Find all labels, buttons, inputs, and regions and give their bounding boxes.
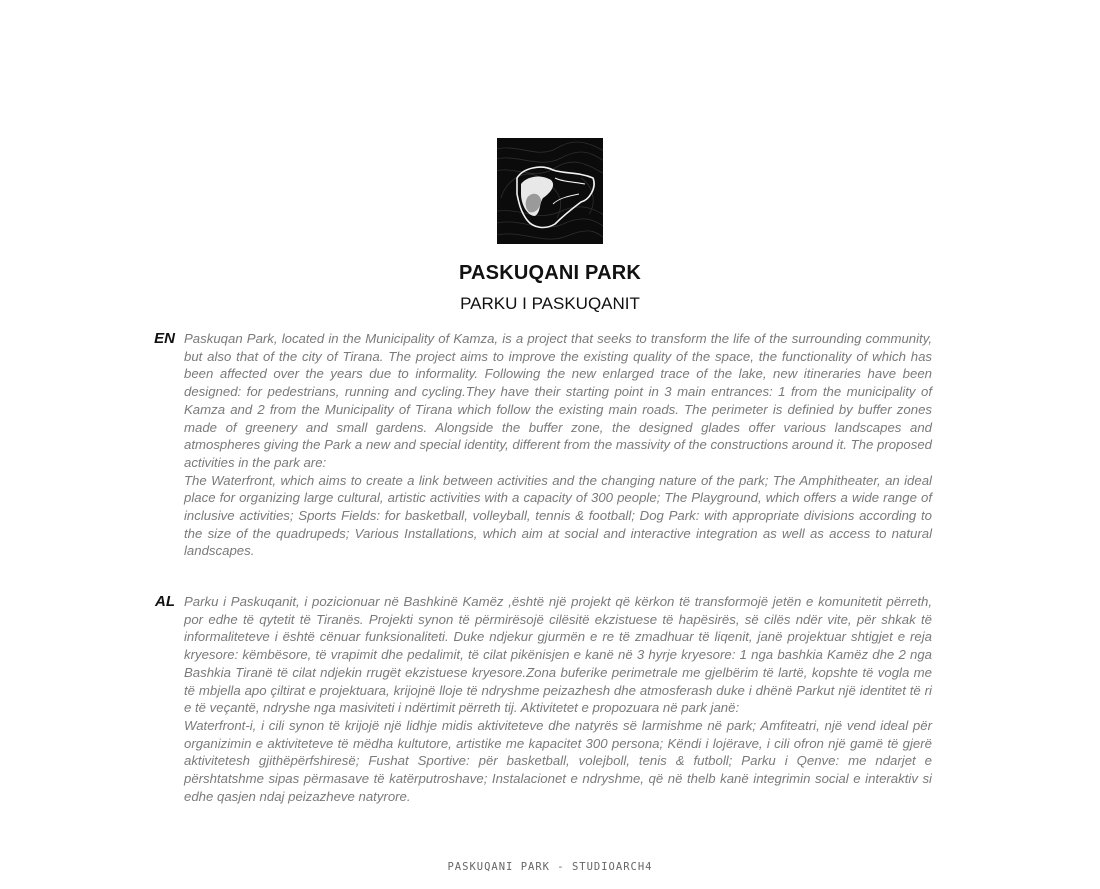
english-paragraph-2: The Waterfront, which aims to create a link between activities and the changing nature of the park; The Amphitheater, an ideal place for organizing large cultural, artistic activities with a capacity of 300 people; The Playground, which offers a wide range of inclusive activities; Sports Fields: for basketball, volleyball, tennis & football; Dog Park: with appropriate divisions according to the size of the quadrupeds; Various Installations, which aim at social and interactive integration as well as access to natural landscapes. — [184, 472, 932, 559]
page-title: PASKUQANI PARK — [458, 262, 642, 284]
page-footer: PASKUQANI PARK - STUDIOARCH4 — [447, 861, 653, 873]
page-subtitle: PARKU I PASKUQANIT — [460, 294, 640, 313]
albanian-description — [184, 593, 932, 805]
albanian-paragraph-2: Waterfront-i, i cili synon të krijojë një lidhje midis aktiviteteve dhe natyrës së larmishme në park; Amfiteatri, një vend ideal për organizimin e aktiviteteve të mëdha kultutore, artistike me kapacitet 300 persona; Këndi i lojërave, i cili ofron një gamë të gjerë aktivitetesh gjithëpërfshiresë; Fushat Sportive: për basketball, volejboll, tenis & futboll; Parku i Qenve: me ndarjet e përshtatshme sipas përmasave të katërputroshave; Instalacionet e ndryshme, që në thelb kanë integrimin social e interaktiv si edhe qasjen ndaj peizazheve natyrore. — [184, 717, 932, 804]
language-label-en: EN — [154, 330, 175, 347]
english-paragraph-1: Paskuqan Park, located in the Municipality of Kamza, is a project that seeks to transform the life of the surrounding community, but also that of the city of Tirana. The project aims to improve the existing quality of the space, the functionality of which has been affected over the years due to informality. Following the new enlarged trace of the lake, new itineraries have been designed: for pedestrians, running and cycling.They have their starting point in 3 main entrances: 1 from the municipality of Kamza and 2 from the Municipality of Tirana which follow the existing main roads. The perimeter is definied by buffer zones made of greenery and small gardens. Alongside the buffer zone, the designed glades offer various landscapes and atmospheres giving the Park a new and special identity, different from the massivity of the constructions around it. The proposed activities in the park are: — [184, 331, 932, 470]
albanian-paragraph-1: Parku i Paskuqanit, i pozicionuar në Bashkinë Kamëz ,është një projekt që kërkon të transformojë jetën e komunitetit përreth, por edhe të qytetit të Tiranës. Projekti synon të përmirësojë cilësitë ekzistuese të hapësirës, së cilës ndër vite, për shkak të informaliteteve i është cënuar funksionaliteti. Duke ndjekur gjurmën e re të zmadhuar të liqenit, janë projektuar shtigjet e reja kryesore: këmbësore, të vrapimit dhe pedalimit, të cilat pikënisjen e kanë në 3 hyrje kryesore: 1 nga bashkia Kamëz dhe 2 nga Bashkia Tiranë të cilat ndjekin rrugët ekzistuese kryesore.Zona buferike perimetrale me gjelbërim të lartë, kopshte të vogla me të mbjella apo çiltirat e projektuara, krijojnë lloje të ndryshme peizazhesh dhe atmosferash duke i dhënë Parkut një identitet të ri e të veçantë, ndryshe nga masiviteti i ndërtimit përreth tij. Aktivitetet e propozuara në park janë: — [184, 594, 932, 716]
park-map-logo — [497, 138, 603, 244]
language-label-al: AL — [155, 593, 175, 610]
topographic-park-map-icon — [497, 138, 603, 244]
english-description — [184, 330, 932, 560]
